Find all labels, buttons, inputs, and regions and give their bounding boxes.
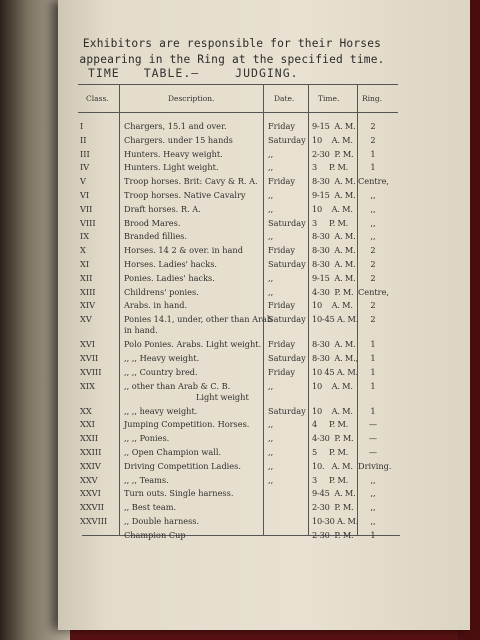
row-class-numeral: IV [80, 162, 90, 173]
row-class-numeral: III [80, 148, 90, 159]
row-class-numeral: X [80, 245, 86, 256]
row-ring: 2 [370, 134, 376, 145]
row-description: Troop horses. Brit: Cavy & R. A. [124, 176, 258, 187]
timetable-heading [48, 66, 378, 80]
column-divider-class [119, 84, 120, 535]
row-date: Friday [268, 366, 295, 377]
row-date: Saturday [268, 353, 306, 363]
row-date: Saturday [268, 314, 306, 325]
header-ring: Ring. [362, 94, 383, 103]
row-description: Ponies 14.1, under, other than Arab [124, 314, 273, 325]
row-ring: 1 [370, 353, 376, 363]
row-ring: Centre, [358, 286, 390, 297]
row-description: Chargers. under 15 hands [124, 134, 233, 145]
row-ring: ,, [370, 488, 376, 499]
row-description: Turn outs. Single harness. [124, 488, 234, 499]
row-ring: ,, [370, 217, 376, 228]
row-ring: ,, [370, 502, 376, 513]
row-ring: ,, [370, 516, 376, 526]
row-class-numeral: VII [80, 203, 93, 214]
row-class-numeral: XXII [80, 433, 99, 444]
row-date: ,, [268, 433, 274, 444]
row-time: 2-30 P. M. [312, 148, 354, 159]
row-date: Saturday [268, 405, 306, 416]
row-ring: 2 [370, 314, 376, 325]
row-description: Branded fillies. [124, 231, 187, 242]
row-class-numeral: XXVIII [80, 516, 108, 526]
row-class-numeral: XXIII [80, 447, 102, 457]
row-date: ,, [268, 460, 274, 471]
row-time: 10 A. M. [312, 134, 353, 145]
row-time: 10 45 A. M. [312, 366, 358, 377]
row-ring: 1 [370, 380, 376, 391]
row-time: 2-30 P. M. [312, 502, 354, 513]
row-description: ,, ,, Ponies. [124, 433, 170, 444]
row-description: ,, other than Arab & C. B. [124, 380, 231, 391]
row-description: ,, ,, Heavy weight. [124, 353, 200, 363]
row-ring: 1 [370, 366, 376, 377]
row-description: ,, Double harness. [124, 516, 200, 526]
row-time: 10-30 A. M. [312, 516, 359, 526]
row-ring: ,, [370, 474, 376, 485]
row-class-numeral: XIII [80, 286, 96, 297]
row-description: Arabs. in hand. [124, 300, 188, 311]
row-time: 3 P. M. [312, 474, 349, 485]
row-time: 5 P. M. [312, 447, 349, 457]
row-ring: 1 [370, 405, 376, 416]
row-date: Friday [268, 245, 295, 256]
row-ring: — [368, 447, 378, 457]
row-date: Friday [268, 300, 295, 311]
row-ring: 2 [370, 300, 376, 311]
row-time: 8-30 A. M. [312, 339, 356, 350]
row-class-numeral: XX [80, 405, 92, 416]
row-date: ,, [268, 286, 274, 297]
row-description: ,, ,, Country bred. [124, 366, 198, 377]
row-description-continued: Light weight [196, 391, 249, 402]
row-time: 10 A. M. [312, 300, 353, 311]
row-date: Saturday [268, 217, 306, 228]
row-description: Driving Competition Ladies. [124, 460, 241, 471]
header-date: Date. [274, 94, 295, 103]
row-time: 4 P. M. [312, 419, 349, 430]
row-description: Champion Cup [124, 529, 186, 540]
row-time: 8-30 A. M. [312, 245, 356, 256]
row-ring: 1 [370, 162, 376, 173]
row-date: Friday [268, 176, 295, 187]
row-ring: Centre, [358, 176, 390, 187]
row-description: Jumping Competition. Horses. [124, 419, 250, 430]
row-description: Hunters. Light weight. [124, 162, 219, 173]
row-description: Chargers, 15.1 and over. [124, 121, 227, 131]
row-time: 8-30 A. M., [312, 353, 358, 363]
row-class-numeral: XVI [80, 339, 95, 350]
header-time: Time. [318, 94, 340, 103]
notice-line-1: Exhibitors are responsible for their Horses [82, 37, 382, 50]
column-divider-description [263, 84, 264, 535]
row-ring: ,, [370, 231, 376, 242]
row-description: Childrens' ponies. [124, 286, 199, 297]
row-class-numeral: IX [80, 231, 90, 242]
row-ring: 2 [370, 259, 376, 269]
row-time: 4-30 P. M. [312, 286, 354, 297]
row-date: Friday [268, 339, 295, 350]
row-description: ,, Open Champion wall. [124, 447, 222, 457]
row-class-numeral: VI [80, 190, 90, 200]
row-date: ,, [268, 474, 274, 485]
row-ring: 1 [370, 148, 376, 159]
row-class-numeral: XVIII [80, 366, 102, 377]
row-date: ,, [268, 419, 274, 430]
row-class-numeral: XVII [80, 353, 99, 363]
row-class-numeral: XXVII [80, 502, 105, 513]
row-time: 8-30 A. M. [312, 231, 356, 242]
row-description: Hunters. Heavy weight. [124, 148, 223, 159]
row-time: 3 P. M. [312, 217, 349, 228]
row-ring: — [368, 433, 378, 444]
row-ring: 1 [370, 339, 376, 350]
row-date: Friday [268, 121, 295, 131]
row-class-numeral: VIII [80, 217, 96, 228]
timetable-heading-left: TIME [88, 66, 120, 80]
row-class-numeral: XI [80, 259, 90, 269]
row-description: Brood Mares. [124, 217, 181, 228]
row-time: 3 P. M. [312, 162, 349, 173]
row-ring: 2 [370, 272, 376, 283]
row-class-numeral: XXV [80, 474, 98, 485]
row-description: Horses. 14 2 & over. in hand [124, 245, 243, 256]
row-class-numeral: I [80, 121, 84, 131]
notice-line-2: appearing in the Ring at the specified time. [79, 53, 385, 66]
header-description: Description. [168, 94, 215, 103]
row-ring: 1 [370, 529, 376, 540]
row-time: 10 A. M. [312, 203, 353, 214]
row-class-numeral: XV [80, 314, 92, 325]
row-ring: ,, [370, 203, 376, 214]
row-date: ,, [268, 148, 274, 159]
row-date: ,, [268, 447, 274, 457]
row-description: Polo Ponies. Arabs. Light weight. [124, 339, 262, 350]
row-time: 8-30 A. M. [312, 176, 356, 187]
row-description-continued: in hand. [124, 325, 158, 336]
row-class-numeral: II [80, 134, 87, 145]
row-class-numeral: XIX [80, 380, 95, 391]
row-date: Saturday [268, 134, 306, 145]
row-date: ,, [268, 203, 274, 214]
table-top-rule [78, 84, 398, 85]
row-description: Horses. Ladies' hacks. [124, 259, 218, 269]
row-time: 2-30 P. M. [312, 529, 354, 540]
row-class-numeral: XII [80, 272, 93, 283]
row-date: ,, [268, 272, 274, 283]
row-description: Troop horses. Native Cavalry [124, 190, 246, 200]
row-date: Saturday [268, 259, 306, 269]
row-date: ,, [268, 380, 274, 391]
row-time: 4-30 P. M. [312, 433, 354, 444]
row-date: ,, [268, 190, 274, 200]
row-class-numeral: V [80, 176, 86, 187]
row-date: ,, [268, 162, 274, 173]
row-ring: Driving. [358, 460, 392, 471]
row-time: 10 A. M. [312, 380, 353, 391]
row-ring: 2 [370, 245, 376, 256]
row-time: 9-45 A. M. [312, 488, 356, 499]
row-time: 9-15 A. M. [312, 190, 356, 200]
row-description: Ponies. Ladies' hacks. [124, 272, 215, 283]
row-class-numeral: XXI [80, 419, 95, 430]
row-description: ,, Best team. [124, 502, 177, 513]
row-time: 9-15 A. M. [312, 272, 356, 283]
row-class-numeral: XIV [80, 300, 95, 311]
row-date: ,, [268, 231, 274, 242]
row-time: 9-15 A. M. [312, 121, 356, 131]
row-time: 10 A. M. [312, 405, 353, 416]
row-ring: — [368, 419, 378, 430]
timetable-heading-right: JUDGING. [235, 66, 299, 80]
row-description: ,, ,, heavy weight. [124, 405, 198, 416]
column-divider-date [308, 84, 309, 535]
row-class-numeral: XXIV [80, 460, 101, 471]
row-description: ,, ,, Teams. [124, 474, 169, 485]
row-time: 10-45 A. M. [312, 314, 359, 325]
row-class-numeral: XXVI [80, 488, 101, 499]
timetable-heading-middle: TABLE.— [143, 66, 200, 80]
table-header-rule [78, 112, 398, 113]
row-ring: 2 [370, 121, 376, 131]
header-class: Class. [86, 94, 109, 103]
row-ring: ,, [370, 190, 376, 200]
row-time: 10. A. M. [312, 460, 353, 471]
row-time: 8-30 A. M. [312, 259, 356, 269]
row-description: Draft horses. R. A. [124, 203, 201, 214]
